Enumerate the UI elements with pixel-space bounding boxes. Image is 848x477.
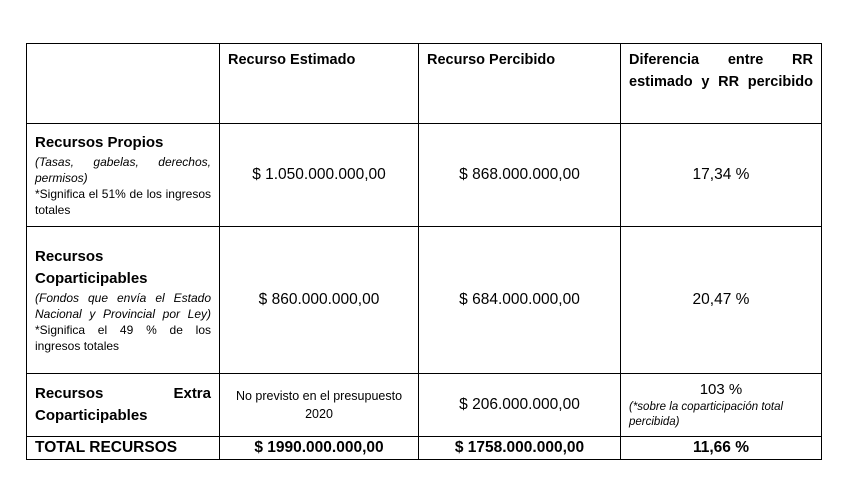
row-label-cell xyxy=(27,374,220,437)
header-difference: Diferencia entre RR estimado y RR percibido xyxy=(621,44,822,124)
table-row xyxy=(27,124,822,227)
table-row xyxy=(27,374,822,437)
row-label-cell xyxy=(27,227,220,374)
table-row xyxy=(27,227,822,374)
header-blank-cell xyxy=(27,44,220,124)
difference-cell xyxy=(621,374,822,437)
total-row xyxy=(27,437,822,460)
difference-note: (*sobre la coparticipación total percibida) xyxy=(629,401,784,428)
total-difference: 11,66 % xyxy=(621,437,822,460)
estimated-value: $ 1.050.000.000,00 xyxy=(220,124,419,227)
header-received: Recurso Percibido xyxy=(419,44,621,124)
row-name: Recursos Coparticipables xyxy=(35,248,148,287)
estimated-value: $ 860.000.000,00 xyxy=(220,227,419,374)
total-label: TOTAL RECURSOS xyxy=(27,437,220,460)
row-name: Recursos Extra Coparticipables xyxy=(35,385,211,424)
difference-value: 17,34 % xyxy=(621,124,822,227)
row-note: *Significa el 51% de los ingresos totales xyxy=(35,187,211,217)
row-subtitle: (Tasas, gabelas, derechos, permisos) xyxy=(35,155,211,185)
received-value: $ 684.000.000,00 xyxy=(419,227,621,374)
row-subtitle: (Fondos que envía el Estado Nacional y Provincial por Ley) xyxy=(35,291,211,321)
estimated-value: No previsto en el presupuesto 2020 xyxy=(220,374,419,437)
total-estimated: $ 1990.000.000,00 xyxy=(220,437,419,460)
row-name: Recursos Propios xyxy=(35,134,164,151)
received-value: $ 206.000.000,00 xyxy=(419,374,621,437)
received-value: $ 868.000.000,00 xyxy=(419,124,621,227)
difference-value: 103 % xyxy=(699,381,743,398)
header-estimated: Recurso Estimado xyxy=(220,44,419,124)
row-label-cell xyxy=(27,124,220,227)
header-row xyxy=(27,44,822,124)
row-note: *Significa el 49 % de los ingresos totales xyxy=(35,323,211,353)
resources-table xyxy=(26,43,822,460)
difference-value: 20,47 % xyxy=(621,227,822,374)
total-received: $ 1758.000.000,00 xyxy=(419,437,621,460)
